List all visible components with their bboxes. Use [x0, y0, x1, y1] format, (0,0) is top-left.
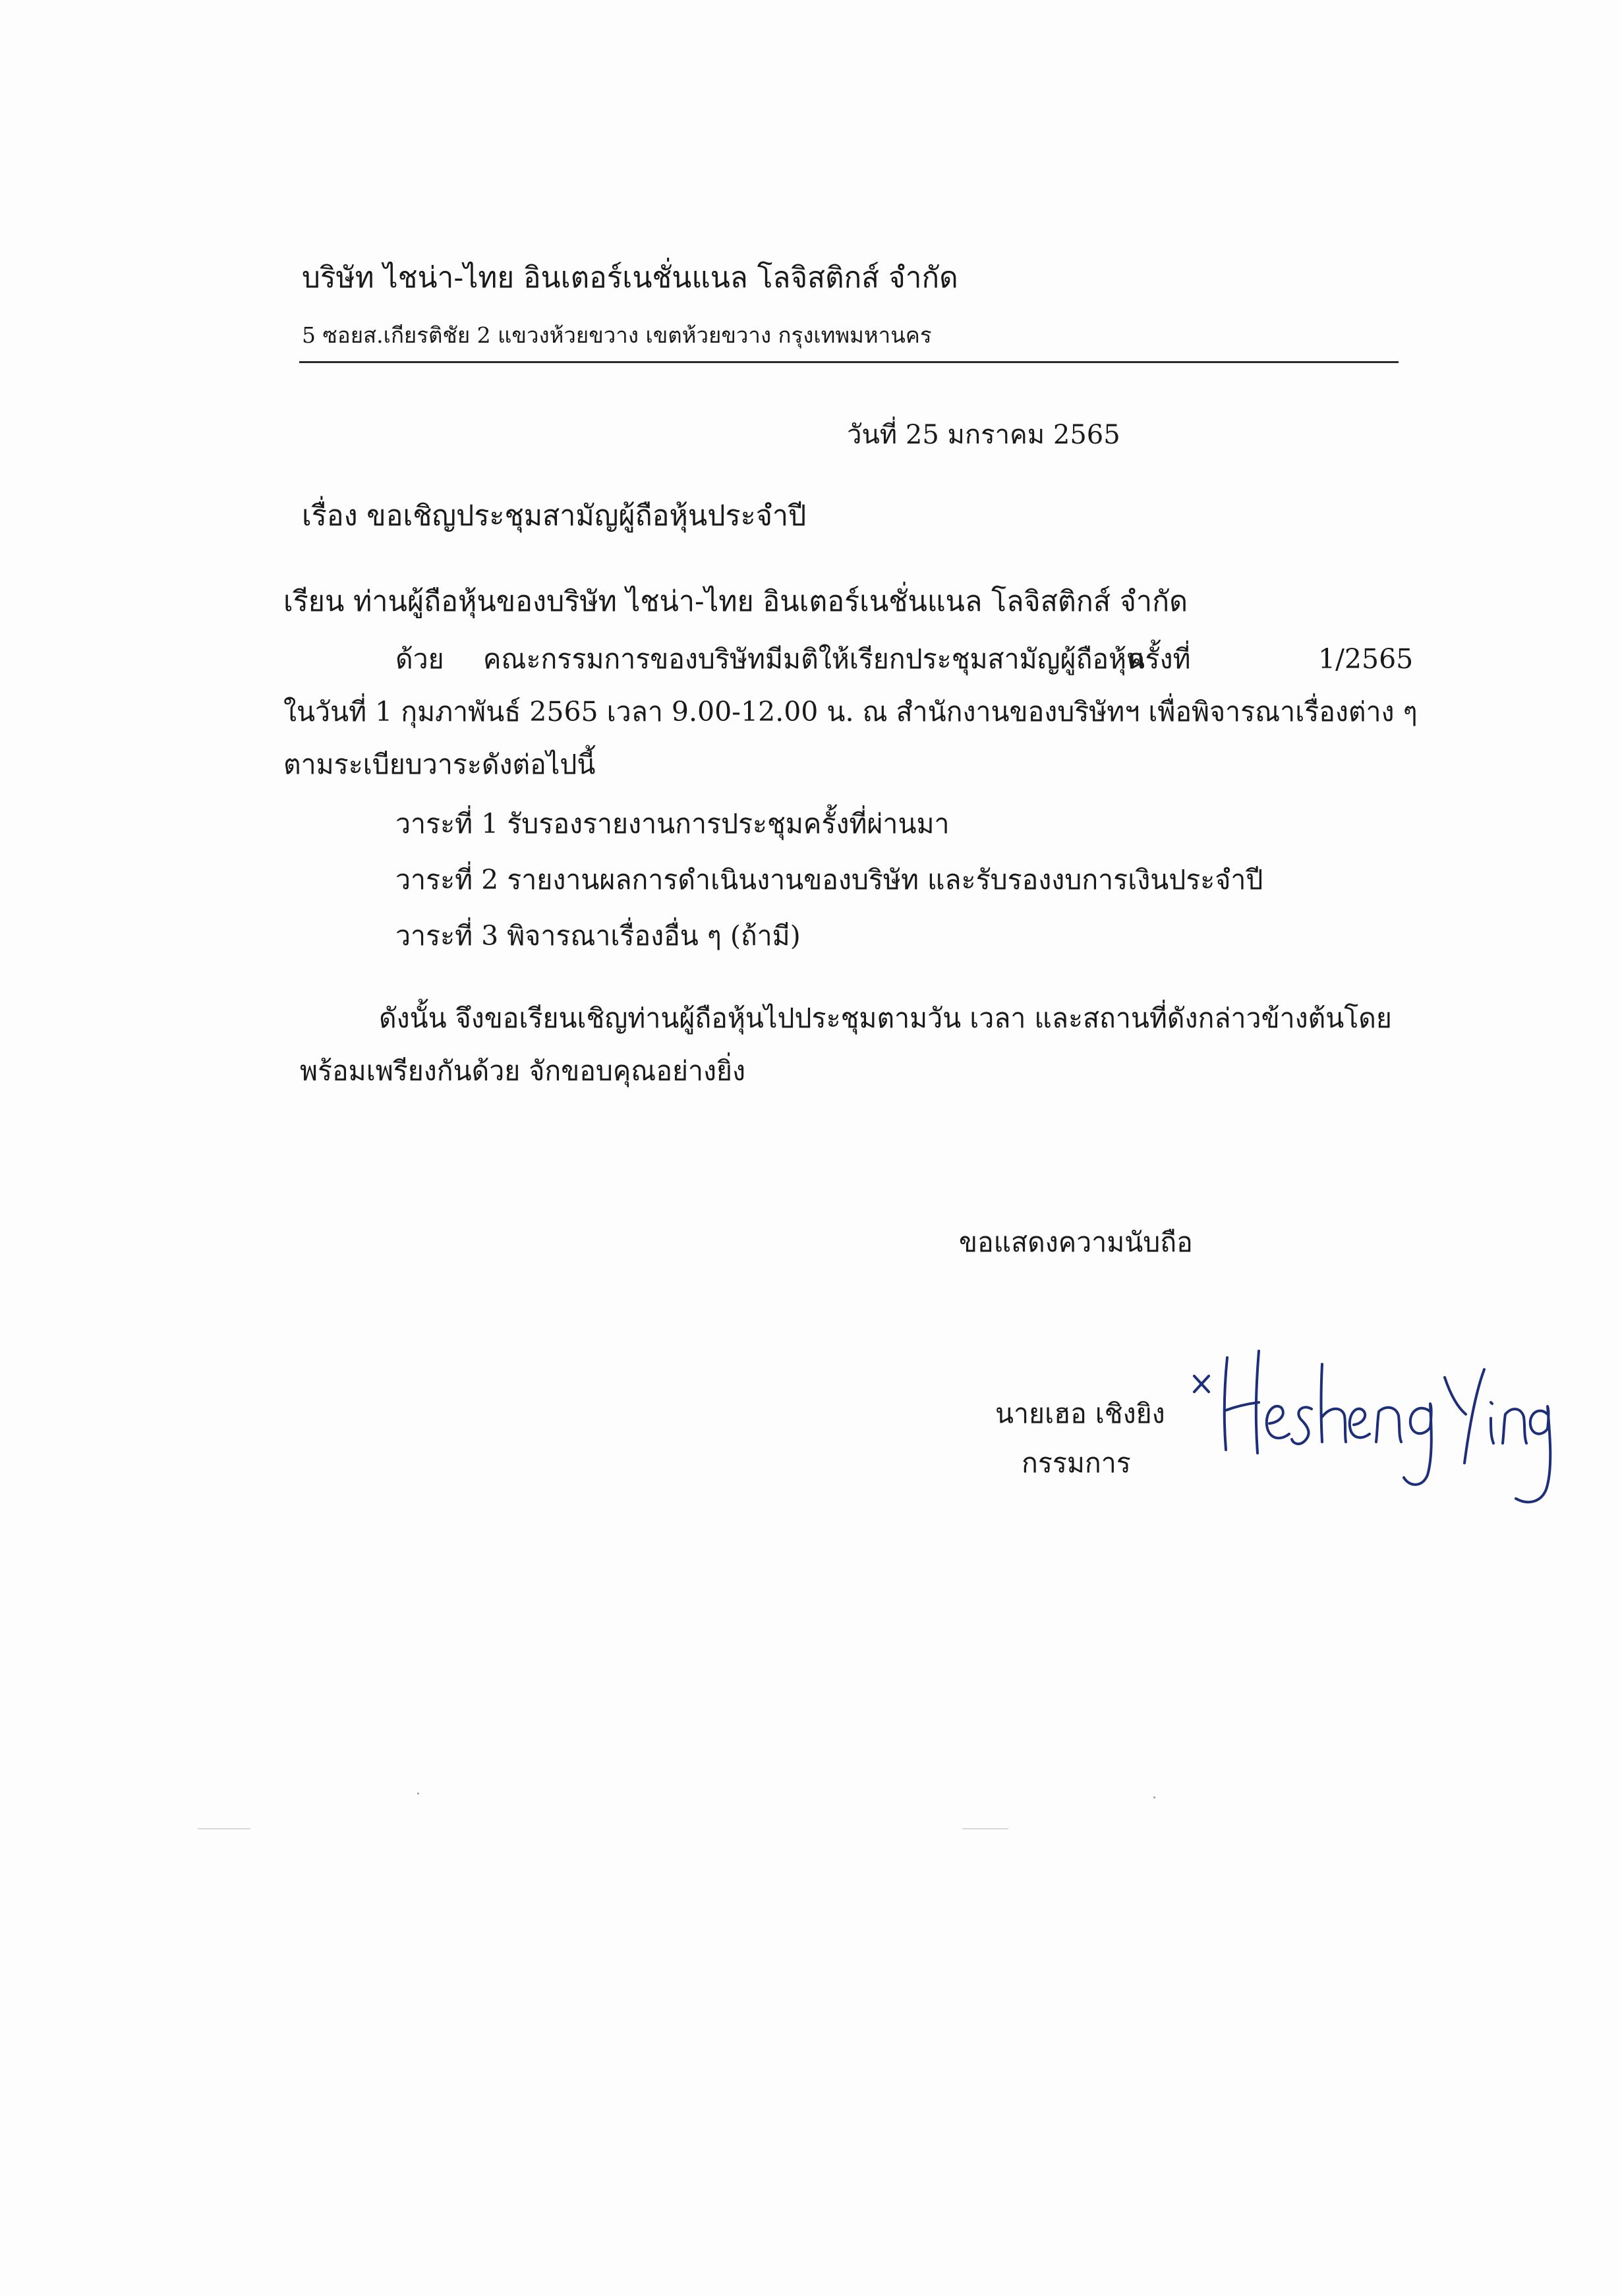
letterhead-divider	[299, 361, 1399, 363]
closing-line2: พร้อมเพรียงกันด้วย จักขอบคุณอย่างยิ่ง	[300, 1055, 746, 1087]
signer-name: นายเฮอ เชิงยิง	[995, 1398, 1165, 1429]
closing-line1: ดังนั้น จึงขอเรียนเชิญท่านผู้ถือหุ้นไปประชุมตามวัน เวลา และสถานที่ดังกล่าวข้างต้นโดย	[379, 1002, 1392, 1034]
body-line1-round: ครั้งที่	[1127, 643, 1191, 675]
company-name: บริษัท ไชน่า-ไทย อินเตอร์เนชั่นแนล โลจิสติกส์ จำกัด	[302, 261, 958, 295]
letter-salutation: เรียน ท่านผู้ถือหุ้นของบริษัท ไชน่า-ไทย อินเตอร์เนชั่นแนล โลจิสติกส์ จำกัด	[283, 585, 1188, 618]
agenda-item: วาระที่ 1 รับรองรายงานการประชุมครั้งที่ผ่านมา	[395, 808, 950, 840]
body-line1-number: 1/2565	[1318, 643, 1414, 675]
letter-date: วันที่ 25 มกราคม 2565	[847, 420, 1120, 450]
body-line1-main: คณะกรรมการของบริษัทมีมติให้เรียกประชุมสามัญผู้ถือหุ้น	[483, 643, 1145, 675]
body-line1-lead: ด้วย	[395, 643, 444, 675]
agenda-item: วาระที่ 3 พิจารณาเรื่องอื่น ๆ (ถ้ามี)	[395, 920, 801, 952]
regards-text: ขอแสดงความนับถือ	[959, 1226, 1193, 1258]
body-line3: ตามระเบียบวาระดังต่อไปนี้	[283, 749, 596, 780]
scan-speck	[417, 1793, 419, 1794]
body-line2: ในวันที่ 1 กุมภาพันธ์ 2565 เวลา 9.00-12.00 น. ณ สำนักงานของบริษัทฯ เพื่อพิจารณาเรื่องต่าง ๆ	[283, 696, 1418, 728]
signer-title: กรรมการ	[1022, 1447, 1131, 1479]
letter-subject: เรื่อง ขอเชิญประชุมสามัญผู้ถือหุ้นประจำปี	[302, 500, 807, 532]
scan-smudge	[962, 1828, 1008, 1829]
scan-smudge	[198, 1828, 250, 1829]
agenda-item: วาระที่ 2 รายงานผลการดำเนินงานของบริษัท และรับรองงบการเงินประจำปี	[395, 864, 1263, 896]
company-address: 5 ซอยส.เกียรติชัย 2 แขวงห้วยขวาง เขตห้วยขวาง กรุงเทพมหานคร	[302, 322, 932, 348]
scan-speck	[1153, 1796, 1155, 1798]
handwritten-signature	[1186, 1338, 1555, 1509]
